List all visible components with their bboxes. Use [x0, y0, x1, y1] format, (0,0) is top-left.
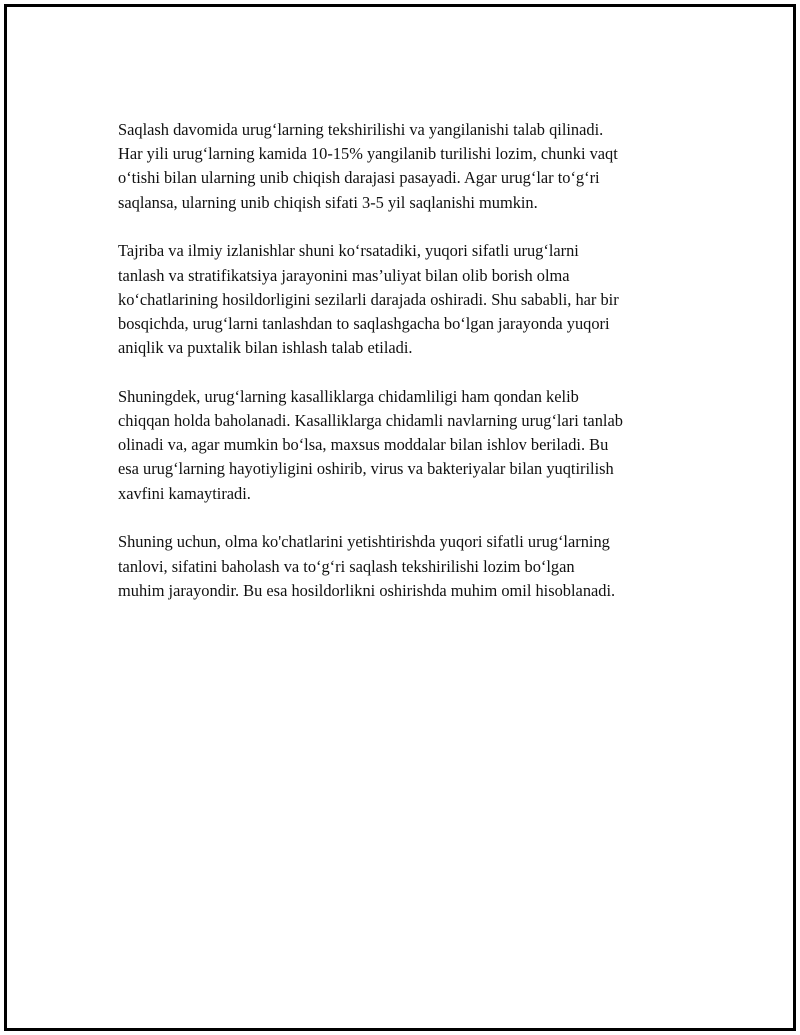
paragraph-seed-storage: Saqlash davomida urug‘larning tekshirilishi va yangilanishi talab qilinadi. Har yili urug‘larning kamida 10-15% yangilanib turilishi lozim, chunki vaqt o‘tishi bilan ularning unib chiqish darajasi pasayadi. Agar urug‘lar to‘g‘ri saqlansa, ularning unib chiqish sifati 3-5 yil saqlanishi mumkin.	[118, 120, 618, 212]
paragraph-research-findings: Tajriba va ilmiy izlanishlar shuni ko‘rsatadiki, yuqori sifatli urug‘larni tanlash va stratifikatsiya jarayonini mas’uliyat bilan olib borish olma ko‘chatlarining hosildorligini sezilarli darajada oshiradi. Shu sababli, har bir bosqichda, urug‘larni tanlashdan to saqlashgacha bo‘lgan jarayonda yuqori aniqlik va puxtalik bilan ishlash talab etiladi.	[118, 241, 619, 358]
document-body	[118, 118, 693, 627]
paragraph-conclusion: Shuning uchun, olma ko'chatlarini yetishtirishda yuqori sifatli urug‘larning tanlovi, sifatini baholash va to‘g‘ri saqlash tekshirilishi lozim bo‘lgan muhim jarayondir. Bu esa hosildorlikni oshirishda muhim omil hisoblanadi.	[118, 532, 616, 600]
paragraph-disease-resistance: Shuningdek, urug‘larning kasalliklarga chidamliligi ham qondan kelib chiqqan holda baholanadi. Kasalliklarga chidamli navlarning urug‘lari tanlab olinadi va, agar mumkin bo‘lsa, maxsus moddalar bilan ishlov beriladi. Bu esa urug‘larning hayotiyligini oshirib, virus va bakteriyalar bilan yuqtirilish xavfini kamaytiradi.	[118, 386, 623, 503]
